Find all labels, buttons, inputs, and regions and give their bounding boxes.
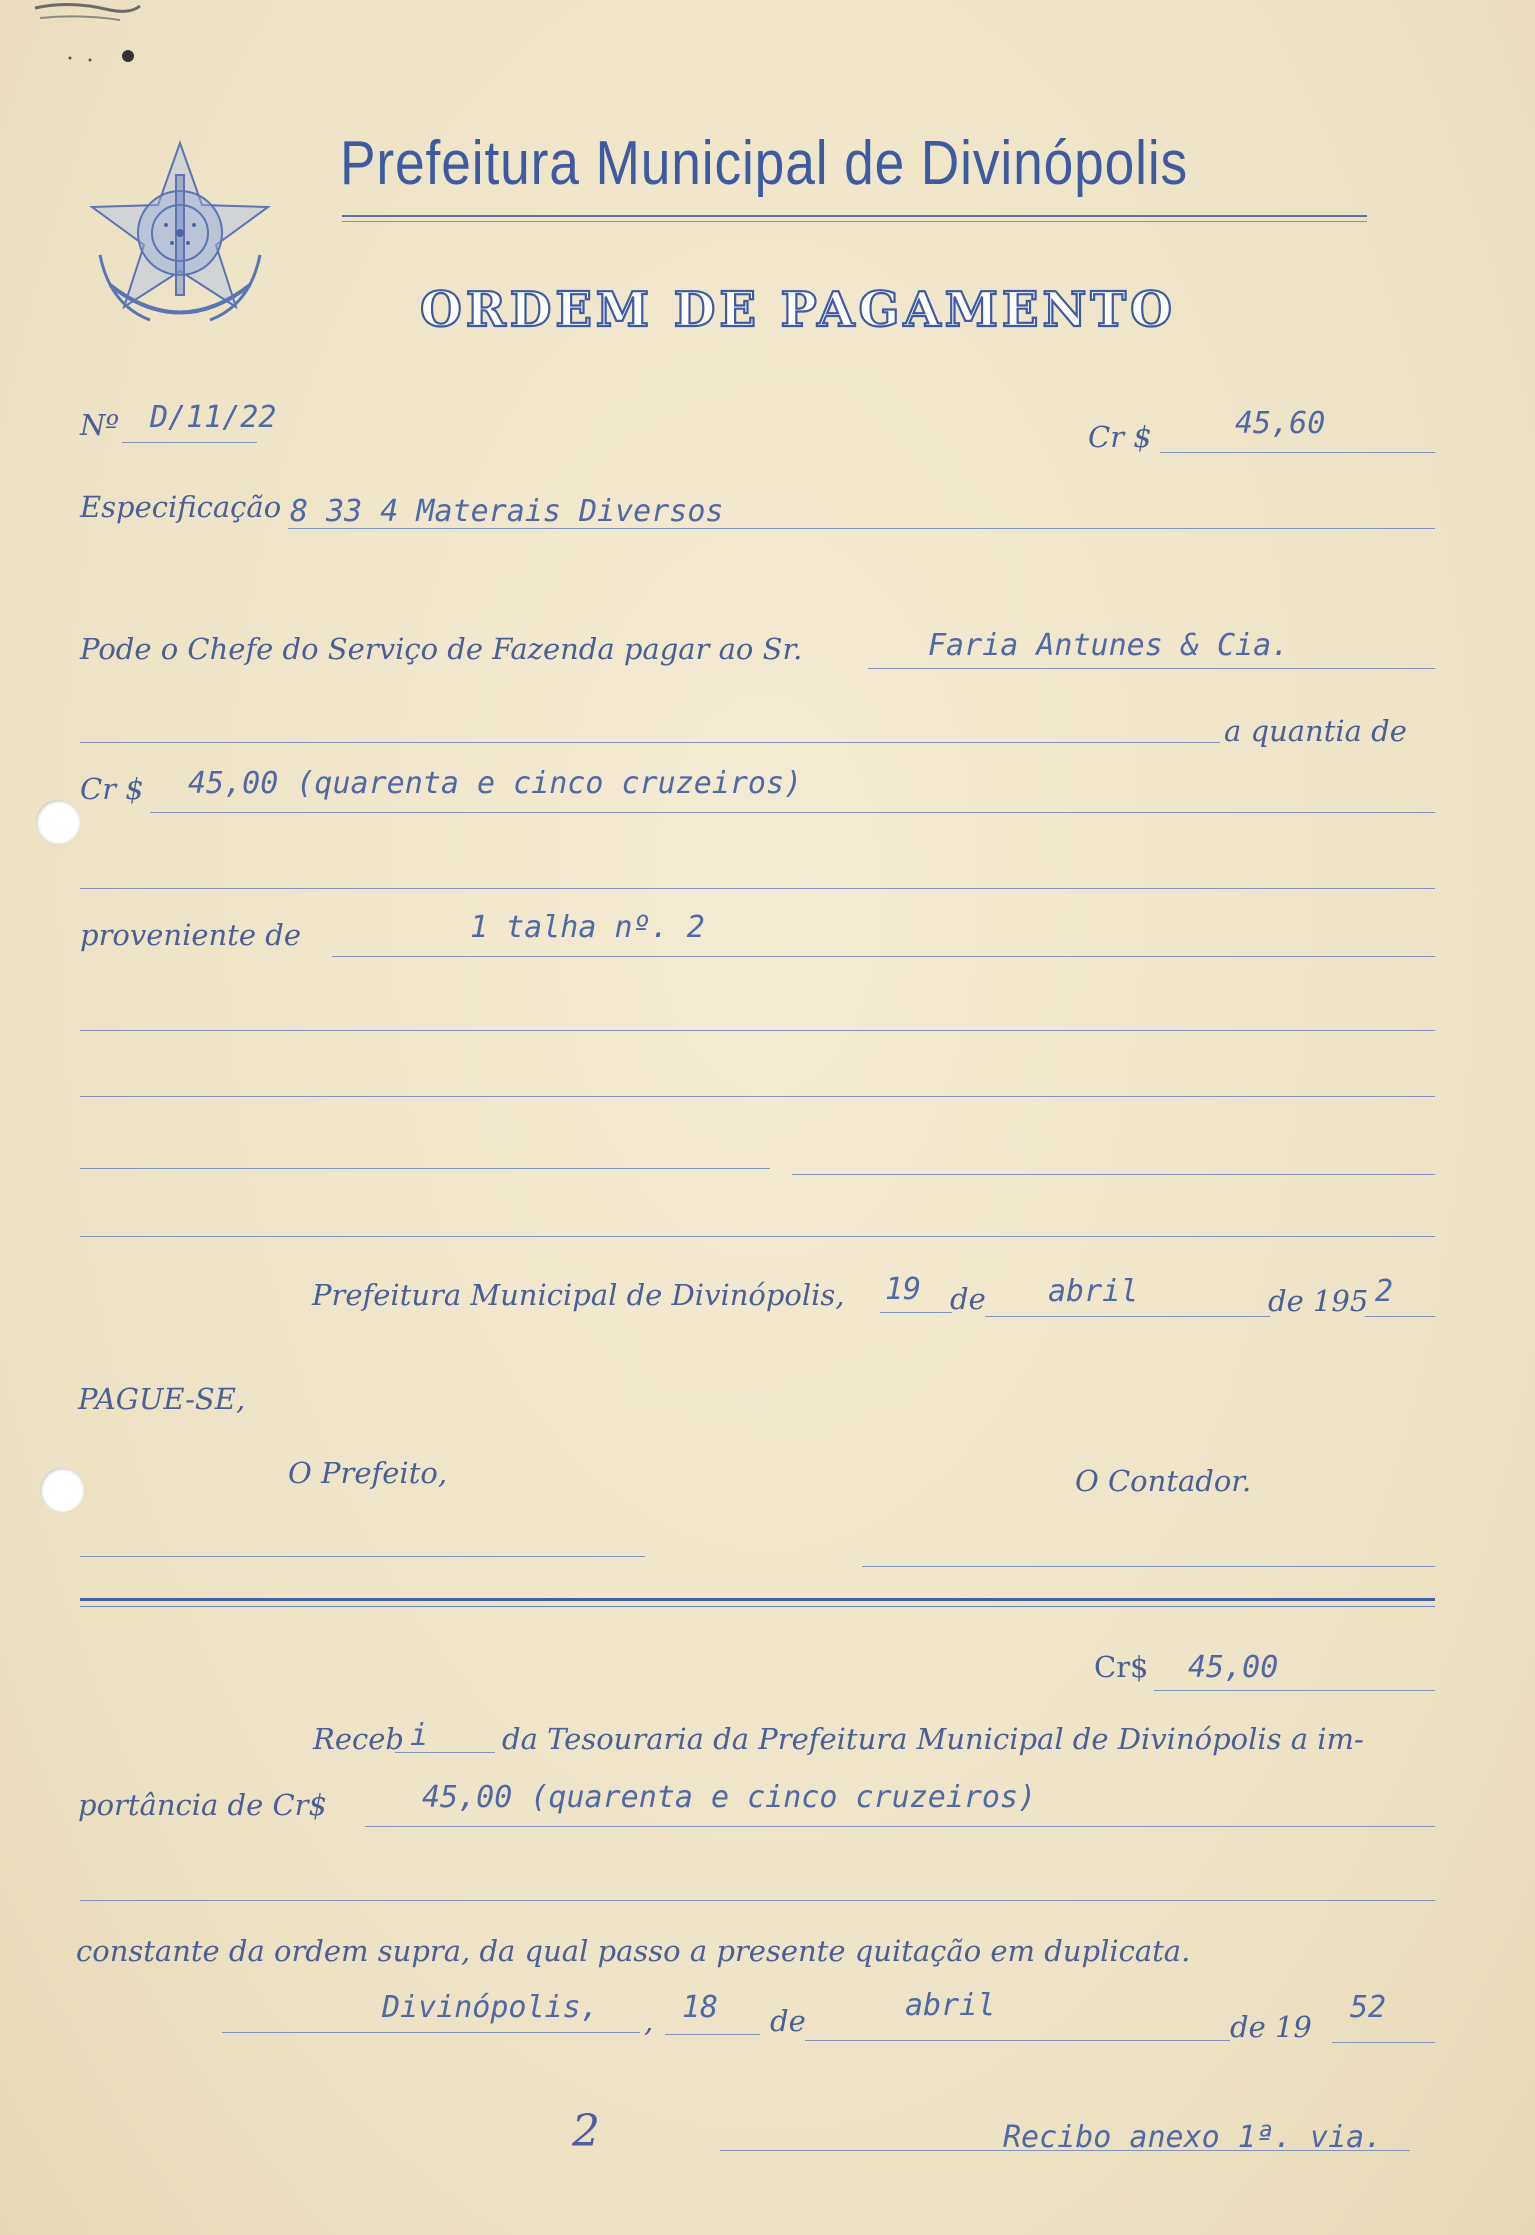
prefeito-label: O Prefeito, (288, 1456, 448, 1490)
receipt-de-1: de (770, 2004, 806, 2038)
date-de-2: de 195 (1268, 1284, 1369, 1318)
number-value: D/11/22 (150, 400, 277, 435)
cr-label: Cr $ (80, 772, 144, 806)
receipt-amount-label: Cr$ (1094, 1650, 1149, 1684)
page-title: Prefeitura Municipal de Divinópolis (340, 129, 1189, 198)
spec-value: 8 33 4 Materais Diversos (290, 494, 724, 529)
receipt-de-2: de 19 (1230, 2010, 1312, 2044)
origin-value: 1 talha nº. 2 (470, 910, 705, 945)
date-month: abril (1048, 1274, 1139, 1309)
receipt-text-line-1: da Tesouraria da Prefeitura Municipal de Divinópolis a im- (502, 1722, 1364, 1756)
punch-hole-top (36, 800, 80, 844)
spec-label: Especificação (80, 490, 282, 524)
receipt-importancia-label: portância de Cr$ (78, 1788, 327, 1822)
coat-of-arms-seal (80, 135, 280, 335)
origin-label: proveniente de (80, 918, 301, 952)
date-year-suffix: 2 (1375, 1274, 1394, 1309)
cr-value: 45,00 (quarenta e cinco cruzeiros) (188, 766, 803, 801)
receipt-amount-value: 45,00 (1188, 1650, 1279, 1685)
receipt-month: abril (905, 1988, 996, 2023)
punch-hole-bottom (40, 1468, 84, 1512)
date-day: 19 (885, 1272, 922, 1307)
receipt-year: 52 (1350, 1990, 1387, 2025)
contador-label: O Contador. (1075, 1464, 1252, 1498)
pay-instruction: Pode o Chefe do Serviço de Fazenda pagar ao Sr. (80, 632, 803, 666)
quantity-label: a quantia de (1224, 714, 1407, 748)
pague-se-label: PAGUE-SE, (78, 1382, 246, 1416)
number-label: Nº (80, 408, 120, 442)
receipt-comma: , (644, 2004, 654, 2038)
date-de-1: de (950, 1282, 986, 1316)
stain-mark (30, 0, 150, 70)
handwritten-mark: 2 (572, 2106, 600, 2157)
form-title: ORDEM DE PAGAMENTO (420, 282, 1176, 338)
date-place: Prefeitura Municipal de Divinópolis, (312, 1278, 845, 1312)
receipt-city: Divinópolis, (382, 1990, 599, 2025)
annex-note: Recibo anexo 1ª. via. (1003, 2120, 1383, 2155)
receipt-receb-fill: i (410, 1718, 429, 1753)
amount-label: Cr $ (1088, 420, 1152, 454)
amount-value: 45,60 (1235, 406, 1326, 441)
receipt-day: 18 (682, 1990, 719, 2025)
receipt-importancia-value: 45,00 (quarenta e cinco cruzeiros) (422, 1780, 1037, 1815)
receipt-receb-prefix: Receb (313, 1722, 404, 1756)
receipt-text-line-3: constante da ordem supra, da qual passo a presente quitação em duplicata. (76, 1934, 1191, 1968)
payee-value: Faria Antunes & Cia. (928, 628, 1290, 663)
